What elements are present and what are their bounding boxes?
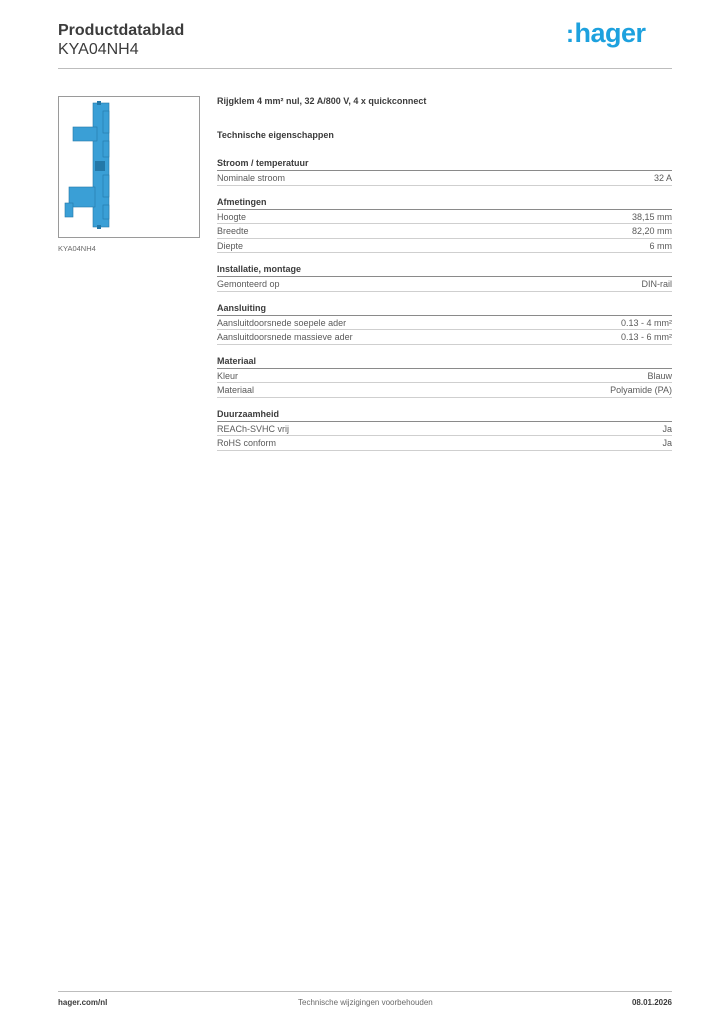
- row-label: Aansluitdoorsnede massieve ader: [217, 332, 353, 342]
- row-value: 0.13 - 4 mm²: [620, 317, 672, 328]
- row-label: Hoogte: [217, 211, 247, 222]
- spec-row: [217, 369, 672, 384]
- row-value: 32 A: [653, 173, 672, 183]
- footer-website[interactable]: hager.com/nl: [58, 998, 108, 1007]
- spec-row: [217, 239, 672, 254]
- row-label: Materiaal: [217, 385, 255, 395]
- spec-row: [217, 316, 672, 331]
- spec-row: [217, 422, 672, 437]
- group-title: Aansluiting: [217, 302, 672, 316]
- document-header: [58, 21, 184, 59]
- row-value: 82,20 mm: [631, 226, 672, 236]
- row-label: Kleur: [217, 370, 239, 381]
- header-divider: [58, 68, 672, 69]
- spec-row: [217, 224, 672, 239]
- logo-dots-icon: :: [566, 21, 574, 48]
- row-label: REACh-SVHC vrij: [217, 423, 290, 434]
- terminal-block-image: [59, 97, 199, 237]
- row-label: Breedte: [217, 226, 249, 236]
- spec-row: [217, 171, 672, 186]
- specifications: [217, 95, 672, 461]
- group-title: Materiaal: [217, 355, 672, 369]
- row-value: Polyamide (PA): [610, 385, 672, 395]
- image-caption: KYA04NH4: [58, 244, 96, 253]
- row-value: Ja: [662, 438, 672, 448]
- brand-name: hager: [574, 18, 646, 48]
- spec-row: [217, 277, 672, 292]
- spec-group: [217, 408, 672, 451]
- row-label: RoHS conform: [217, 438, 277, 448]
- group-title: Installatie, montage: [217, 263, 672, 277]
- spec-group: [217, 157, 672, 186]
- product-image: [58, 96, 200, 238]
- spec-group: [217, 263, 672, 292]
- footer-divider: [58, 991, 672, 992]
- footer-date: 08.01.2026: [631, 998, 672, 1007]
- row-label: Diepte: [217, 240, 244, 251]
- spec-row: [217, 383, 672, 398]
- section-title: Technische eigenschappen: [217, 130, 334, 140]
- row-label: Aansluitdoorsnede soepele ader: [217, 317, 347, 328]
- row-value: DIN-rail: [641, 279, 672, 289]
- hager-logo: [566, 17, 646, 51]
- row-value: 0.13 - 6 mm²: [620, 332, 672, 342]
- spec-group: [217, 355, 672, 398]
- row-value: 6 mm: [649, 240, 672, 251]
- row-label: Nominale stroom: [217, 173, 286, 183]
- product-code: KYA04NH4: [58, 41, 139, 58]
- footer-disclaimer: Technische wijzigingen voorbehouden: [298, 998, 433, 1007]
- row-value: Blauw: [647, 370, 672, 381]
- group-title: Duurzaamheid: [217, 408, 672, 422]
- spec-group: [217, 196, 672, 254]
- spec-row: [217, 436, 672, 451]
- row-label: Gemonteerd op: [217, 279, 280, 289]
- spec-row: [217, 330, 672, 345]
- document-type: Productdatablad: [58, 22, 185, 39]
- row-value: Ja: [662, 423, 672, 434]
- spec-row: [217, 210, 672, 225]
- row-value: 38,15 mm: [631, 211, 672, 222]
- product-description: Rijgklem 4 mm² nul, 32 A/800 V, 4 x quickconnect: [217, 96, 427, 106]
- group-title: Afmetingen: [217, 196, 672, 210]
- spec-group: [217, 302, 672, 345]
- group-title: Stroom / temperatuur: [217, 157, 672, 171]
